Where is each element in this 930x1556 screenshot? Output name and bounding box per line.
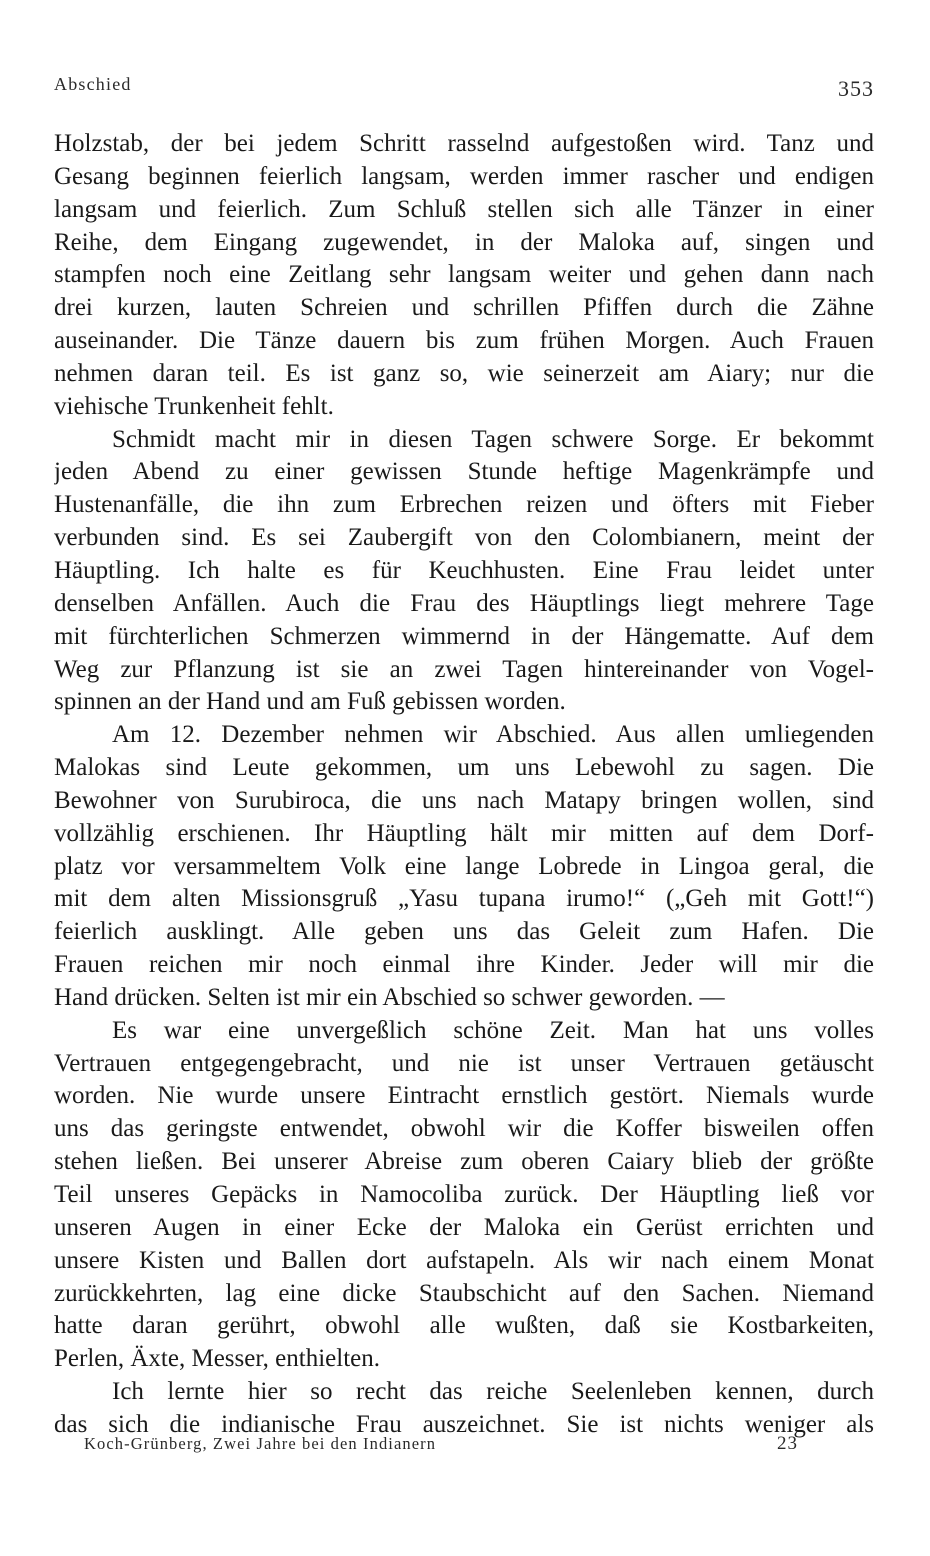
text-line: Hand drücken. Selten ist mir ein Abschied so schwer geworden. — <box>54 983 725 1011</box>
paragraph-4 <box>54 1015 874 1376</box>
text-line: Teil unseres Gepäcks in Namocoliba zurück. Der Häuptling ließ vor <box>54 1181 874 1208</box>
text-line: mit dem alten Missionsgruß „Yasu tupana irumo!“ („Geh mit Gott!“) <box>54 885 874 913</box>
text-line: platz vor versammeltem Volk eine lange Lobrede in Lingoa geral, die <box>54 852 874 880</box>
text-line: drei kurzen, lauten Schreien und schrillen Pfiffen durch die Zähne <box>54 294 874 322</box>
text-line: nehmen daran teil. Es ist ganz so, wie seinerzeit am Aiary; nur die <box>54 359 874 387</box>
text-line: stampfen noch eine Zeitlang sehr langsam weiter und gehen dann nach <box>54 261 874 289</box>
text-line: Häuptling. Ich halte es für Keuchhusten. Eine Frau leidet unter <box>54 556 874 584</box>
text-line: jeden Abend zu einer gewissen Stunde heftige Magenkrämpfe und <box>54 458 874 486</box>
signature-text: Koch-Grünberg, Zwei Jahre bei den Indianern <box>84 1434 437 1453</box>
paragraph-3 <box>54 719 874 1015</box>
text-line: Bewohner von Surubiroca, die uns nach Matapy bringen wollen, sind <box>54 786 874 814</box>
paragraph-5 <box>54 1376 874 1442</box>
text-line: langsam und feierlich. Zum Schluß stellen sich alle Tänzer in einer <box>54 195 874 223</box>
text-line: uns das geringste entwendet, obwohl wir die Koffer bisweilen offen <box>54 1115 874 1143</box>
text-line: Frauen reichen mir noch einmal ihre Kinder. Jeder will mir die <box>54 951 874 979</box>
text-line: feierlich ausklingt. Alle geben uns das Geleit zum Hafen. Die <box>54 918 874 946</box>
text-line: Hustenanfälle, die ihn zum Erbrechen reizen und öfters mit Fieber <box>54 491 874 519</box>
text-line: viehische Trunkenheit fehlt. <box>54 392 334 420</box>
running-head <box>54 74 874 104</box>
text-line: Vertrauen entgegengebracht, und nie ist unser Vertrauen getäuscht <box>54 1049 874 1077</box>
text-line: Reihe, dem Eingang zugewendet, in der Maloka auf, singen und <box>54 228 874 256</box>
text-line: Gesang beginnen feierlich langsam, werden immer rascher und endigen <box>54 162 874 190</box>
text-line: Schmidt macht mir in diesen Tagen schwere Sorge. Er bekommt <box>112 425 874 453</box>
body-text <box>54 128 874 1442</box>
signature-number: 23 <box>777 1433 798 1454</box>
text-line: Malokas sind Leute gekommen, um uns Lebewohl zu sagen. Die <box>54 754 874 782</box>
text-line: Perlen, Äxte, Messer, enthielten. <box>54 1345 380 1373</box>
text-line: das sich die indianische Frau auszeichnet. Sie ist nichts weniger als <box>54 1410 874 1438</box>
text-line: spinnen an der Hand und am Fuß gebissen worden. <box>54 688 566 716</box>
text-line: Weg zur Pflanzung ist sie an zwei Tagen hintereinander von Vogel- <box>54 655 874 683</box>
text-line: stehen ließen. Bei unserer Abreise zum oberen Caiary blieb der größte <box>54 1148 874 1176</box>
text-line: Es war eine unvergeßlich schöne Zeit. Man hat uns volles <box>112 1016 874 1044</box>
text-line: auseinander. Die Tänze dauern bis zum frühen Morgen. Auch Frauen <box>54 327 874 355</box>
text-line: hatte daran gerührt, obwohl alle wußten, daß sie Kostbarkeiten, <box>54 1312 874 1340</box>
text-line: verbunden sind. Es sei Zaubergift von den Colombianern, meint der <box>54 524 874 552</box>
text-line: Ich lernte hier so recht das reiche Seelenleben kennen, durch <box>112 1378 874 1406</box>
text-line: Am 12. Dezember nehmen wir Abschied. Aus allen umliegenden <box>112 721 874 749</box>
text-line: denselben Anfällen. Auch die Frau des Häuptlings liegt mehrere Tage <box>54 589 874 617</box>
running-title: Abschied <box>54 74 132 94</box>
text-line: unseren Augen in einer Ecke der Maloka ein Gerüst errichten und <box>54 1213 874 1241</box>
paragraph-1 <box>54 128 874 424</box>
text-line: vollzählig erschienen. Ihr Häuptling hält mir mitten auf dem Dorf- <box>54 819 874 847</box>
text-line: unsere Kisten und Ballen dort aufstapeln. Als wir nach einem Monat <box>54 1246 874 1274</box>
text-line: zurückkehrten, lag eine dicke Staubschicht auf den Sachen. Niemand <box>54 1279 874 1307</box>
text-line: Holzstab, der bei jedem Schritt rasselnd aufgestoßen wird. Tanz und <box>54 130 874 157</box>
printer-signature <box>84 1434 798 1460</box>
text-line: mit fürchterlichen Schmerzen wimmernd in der Hängematte. Auf dem <box>54 622 874 650</box>
page-number: 353 <box>838 76 874 101</box>
text-line: worden. Nie wurde unsere Eintracht ernstlich gestört. Niemals wurde <box>54 1082 874 1110</box>
paragraph-2 <box>54 424 874 720</box>
